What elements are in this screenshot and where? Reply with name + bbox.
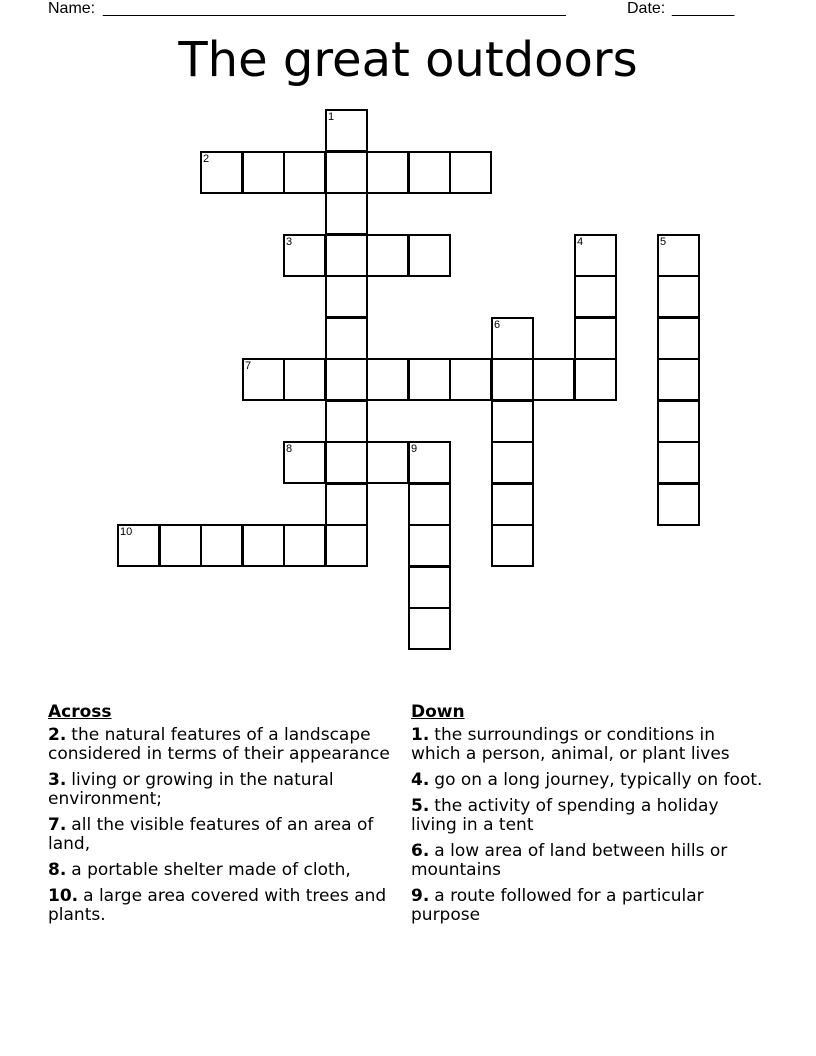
grid-cell[interactable] xyxy=(408,524,451,567)
down-heading: Down xyxy=(411,702,465,722)
grid-cell[interactable] xyxy=(574,275,617,318)
cell-number: 4 xyxy=(577,236,584,248)
cell-number: 2 xyxy=(203,153,210,165)
clue-text: a portable shelter made of cloth, xyxy=(71,860,351,880)
grid-cell[interactable] xyxy=(408,566,451,609)
name-label: Name: xyxy=(48,0,96,17)
clue-number: 8. xyxy=(48,860,67,880)
clue-down-6 xyxy=(411,842,763,880)
grid-cell[interactable] xyxy=(491,483,534,526)
clue-number: 7. xyxy=(48,815,67,835)
grid-cell[interactable] xyxy=(657,317,700,360)
clue-across-8 xyxy=(48,861,402,880)
grid-cell[interactable] xyxy=(657,400,700,443)
clue-number: 4. xyxy=(411,770,430,790)
date-label: Date: xyxy=(627,0,666,17)
grid-cell[interactable] xyxy=(657,358,700,401)
grid-cell[interactable] xyxy=(242,524,285,567)
cell-number: 1 xyxy=(328,111,335,123)
clue-text: the natural features of a landscape considered in terms of their appearance xyxy=(48,725,390,764)
grid-cell[interactable] xyxy=(491,441,534,484)
grid-cell[interactable] xyxy=(366,234,409,277)
cell-number: 7 xyxy=(245,360,252,372)
clue-across-3 xyxy=(48,771,402,809)
grid-cell[interactable] xyxy=(325,192,368,235)
grid-cell[interactable] xyxy=(366,441,409,484)
grid-cell[interactable] xyxy=(408,607,451,650)
grid-cell[interactable] xyxy=(408,234,451,277)
cell-number: 9 xyxy=(411,443,418,455)
clue-number: 9. xyxy=(411,886,430,906)
grid-cell[interactable] xyxy=(283,441,326,484)
clue-text: a large area covered with trees and plants. xyxy=(48,886,387,925)
grid-cell[interactable] xyxy=(408,151,451,194)
puzzle-title: The great outdoors xyxy=(178,32,638,88)
clue-number: 5. xyxy=(411,796,430,816)
grid-cell[interactable] xyxy=(366,151,409,194)
grid-cell[interactable] xyxy=(242,151,285,194)
cell-number: 5 xyxy=(660,236,667,248)
across-clues xyxy=(48,702,402,932)
grid-cell[interactable] xyxy=(283,358,326,401)
grid-cell[interactable] xyxy=(200,524,243,567)
across-heading: Across xyxy=(48,702,112,722)
grid-cell[interactable] xyxy=(325,483,368,526)
clue-down-5 xyxy=(411,797,763,835)
grid-cell[interactable] xyxy=(574,317,617,360)
clue-down-9 xyxy=(411,887,763,925)
clue-text: the surroundings or conditions in which a person, animal, or plant lives xyxy=(411,725,730,764)
grid-cell[interactable] xyxy=(657,483,700,526)
grid-cell[interactable] xyxy=(491,317,534,360)
grid-cell[interactable] xyxy=(159,524,202,567)
grid-cell[interactable] xyxy=(657,275,700,318)
grid-cell[interactable] xyxy=(325,441,368,484)
grid-cell[interactable] xyxy=(117,524,160,567)
grid-cell[interactable] xyxy=(242,358,285,401)
clue-number: 2. xyxy=(48,725,67,745)
grid-cell[interactable] xyxy=(491,524,534,567)
grid-cell[interactable] xyxy=(408,483,451,526)
clue-across-7 xyxy=(48,816,402,854)
clue-across-10 xyxy=(48,887,402,925)
grid-cell[interactable] xyxy=(325,109,368,152)
clue-text: go on a long journey, typically on foot. xyxy=(434,770,763,790)
clue-text: living or growing in the natural environment; xyxy=(48,770,334,809)
grid-cell[interactable] xyxy=(200,151,243,194)
down-clues xyxy=(411,702,763,932)
grid-cell[interactable] xyxy=(657,441,700,484)
cell-number: 10 xyxy=(120,526,133,538)
grid-cell[interactable] xyxy=(325,400,368,443)
grid-cell[interactable] xyxy=(366,358,409,401)
clue-number: 6. xyxy=(411,841,430,861)
grid-cell[interactable] xyxy=(449,358,492,401)
clue-text: a low area of land between hills or mountains xyxy=(411,841,728,880)
grid-cell[interactable] xyxy=(283,524,326,567)
grid-cell[interactable] xyxy=(574,358,617,401)
grid-cell[interactable] xyxy=(283,151,326,194)
cell-number: 3 xyxy=(286,236,293,248)
grid-cell[interactable] xyxy=(657,234,700,277)
clue-number: 1. xyxy=(411,725,430,745)
clue-number: 10. xyxy=(48,886,79,906)
clue-down-4 xyxy=(411,771,763,790)
clue-text: a route followed for a particular purpose xyxy=(411,886,704,925)
grid-cell[interactable] xyxy=(325,524,368,567)
clue-text: all the visible features of an area of land, xyxy=(48,815,374,854)
cell-number: 6 xyxy=(494,319,501,331)
grid-cell[interactable] xyxy=(491,400,534,443)
name-field[interactable]: ____________________________________________________ xyxy=(103,0,566,17)
grid-cell[interactable] xyxy=(574,234,617,277)
grid-cell[interactable] xyxy=(325,275,368,318)
grid-cell[interactable] xyxy=(283,234,326,277)
clue-down-1 xyxy=(411,726,763,764)
grid-cell[interactable] xyxy=(408,441,451,484)
grid-cell[interactable] xyxy=(491,358,534,401)
cell-number: 8 xyxy=(286,443,293,455)
clue-across-2 xyxy=(48,726,402,764)
clue-text: the activity of spending a holiday living in a tent xyxy=(411,796,719,835)
grid-cell[interactable] xyxy=(325,358,368,401)
grid-cell[interactable] xyxy=(325,234,368,277)
grid-cell[interactable] xyxy=(408,358,451,401)
grid-cell[interactable] xyxy=(449,151,492,194)
grid-cell[interactable] xyxy=(325,151,368,194)
clue-number: 3. xyxy=(48,770,67,790)
date-field[interactable]: _______ xyxy=(672,0,735,17)
grid-cell[interactable] xyxy=(532,358,575,401)
grid-cell[interactable] xyxy=(325,317,368,360)
